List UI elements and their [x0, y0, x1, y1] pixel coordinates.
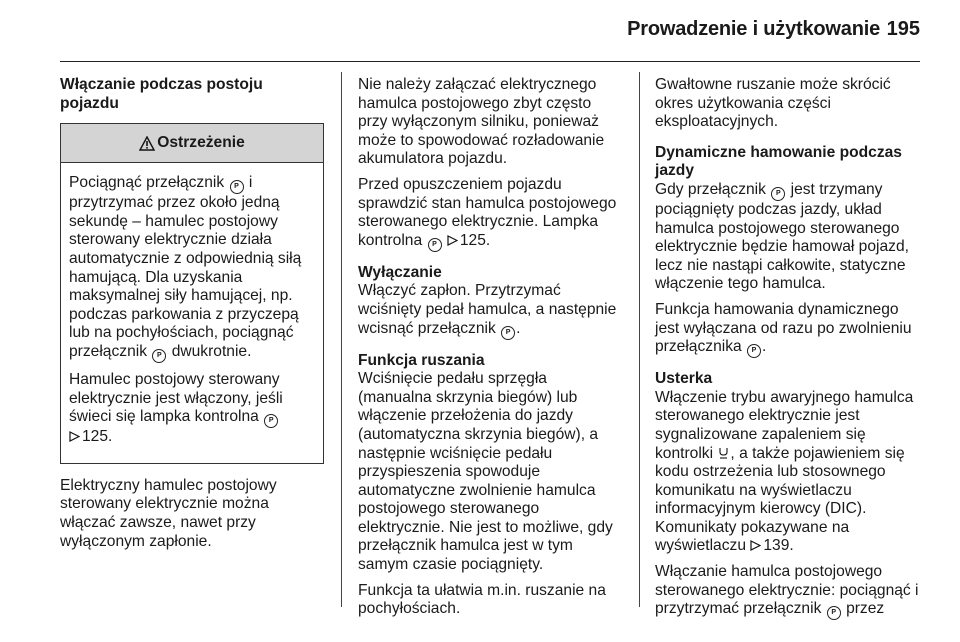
body-text: Gdy przełącznik	[655, 180, 766, 198]
body-text: .	[762, 338, 767, 356]
warning-text: Pociągnąć przełącznik	[69, 174, 225, 192]
body-paragraph	[655, 181, 925, 294]
warning-text: przełącznik	[69, 342, 147, 360]
parking-brake-symbol-icon: P	[264, 414, 278, 428]
section-heading-release: Wyłączanie	[358, 263, 442, 281]
page-reference[interactable]: 125.	[82, 428, 113, 446]
body-paragraph: Wciśnięcie pedału sprzęgła (manualna skrzynia biegów) lub włączenie przełożenia do jazdy (automatyczna skrzynia biegów), a następnie wciśnięcie pedału przyspieszenia spowoduje automatyczne zwolnienie hamulca postojowego sterowanego elektrycznie. Nie jest to możliwe, gdy przełącznik hamulca jest w tym samym czasie pociągnięty.	[358, 370, 613, 574]
reference-arrow-icon[interactable]	[750, 540, 761, 551]
body-paragraph	[655, 301, 925, 358]
warning-triangle-icon	[139, 136, 155, 151]
warning-title: Ostrzeżenie	[157, 133, 245, 151]
body-paragraph: Elektryczny hamulec postojowy sterowany elektrycznie można włączać zawsze, nawet przy wyłączonym zapłonie.	[60, 476, 277, 550]
warning-header	[61, 124, 323, 163]
parking-brake-symbol-icon: P	[771, 187, 785, 201]
warning-text: Hamulec postojowy sterowany elektrycznie jest włączony, jeśli świeci się lampka kontrolna	[69, 370, 283, 426]
page-reference[interactable]: 125.	[459, 231, 491, 249]
page-number: 195	[886, 18, 920, 40]
body-text: przez	[846, 600, 885, 618]
body-paragraph	[358, 176, 624, 252]
parking-brake-symbol-icon: P	[428, 238, 442, 252]
column-2	[358, 76, 624, 626]
body-text: Włączyć zapłon. Przytrzymać wciśnięty pedał hamulca, a następnie wcisnąć przełącznik	[358, 282, 617, 337]
body-text: jest trzymany pociągnięty podczas jazdy, układ hamulca postojowego sterowanego elektrycznie będzie hamował pojazd, lecz nie nastąpi całkowite, statyczne włączenie tego hamulca.	[655, 180, 909, 293]
parking-brake-symbol-icon: P	[827, 606, 841, 620]
body-text: Przed opuszczeniem pojazdu sprawdzić stan hamulca postojowego sterowanego elektrycznie. Lampka kontrolna	[358, 175, 617, 249]
warning-box	[60, 123, 324, 464]
column-divider	[639, 72, 640, 607]
body-paragraph	[655, 563, 925, 620]
warning-paragraph	[69, 371, 315, 447]
column-divider	[341, 72, 342, 607]
section-heading-fault: Usterka	[655, 370, 713, 388]
body-paragraph: Funkcja ta ułatwia m.in. ruszanie na pochyłościach.	[358, 581, 606, 618]
body-text: , a także pojawieniem się kodu ostrzeżenia lub stosownego komunikatu na wyświetlaczu informacyjnym kierowcy (DIC). Komunikaty pokazywane na wyświetlaczu	[655, 444, 905, 555]
warning-paragraph	[69, 174, 315, 363]
warning-text: i przytrzymać przez około jedną sekundę – hamulec postojowy sterowany elektrycznie działa automatycznie z odpowiednią siłą hamującą. Dla uzyskania maksymalnej siły hamującej, np. podczas parkowania z przyczepą lub na pochyłościach, pociągnąć	[69, 174, 302, 342]
body-text: Funkcja hamowania dynamicznego jest wyłączana od razu po zwolnieniu przełącznika	[655, 300, 912, 356]
body-paragraph: Nie należy załączać elektrycznego hamulca postojowego zbyt często przy wyłączonym silniku, ponieważ może to spowodować rozładowanie akumulatora pojazdu.	[358, 76, 605, 168]
reference-arrow-icon[interactable]	[69, 431, 80, 442]
page-reference[interactable]: 139.	[763, 537, 794, 555]
warning-text: dwukrotnie.	[171, 342, 252, 360]
header-rule	[60, 61, 920, 62]
body-paragraph: Gwałtowne ruszanie może skrócić okres użytkowania części eksploatacyjnych.	[655, 76, 891, 131]
column-3	[655, 76, 925, 627]
section-heading-dynamic-braking: Dynamiczne hamowanie podczas jazdy	[655, 143, 902, 180]
section-heading-engage-stationary: Włączanie podczas postoju pojazdu	[60, 76, 263, 112]
body-text: Włączanie hamulca postojowego sterowanego elektrycznie: pociągnąć i przytrzymać przełącznik	[655, 563, 919, 618]
section-heading-drive-away: Funkcja ruszania	[358, 351, 485, 369]
header-title: Prowadzenie i użytkowanie	[627, 18, 880, 40]
reference-arrow-icon[interactable]	[447, 235, 458, 246]
body-paragraph	[655, 389, 925, 556]
page-header	[0, 0, 960, 60]
parking-brake-symbol-icon: P	[747, 344, 761, 358]
warning-body	[61, 163, 323, 463]
parking-brake-symbol-icon: P	[152, 349, 166, 363]
parking-brake-symbol-icon: P	[230, 180, 244, 194]
brake-fault-icon	[718, 447, 729, 459]
body-paragraph	[358, 282, 624, 339]
column-1	[60, 76, 324, 558]
body-text: .	[516, 319, 521, 337]
body-text: Włączenie trybu awaryjnego hamulca sterowanego elektrycznie jest sygnalizowane zapaleniem się kontrolki	[655, 388, 914, 462]
parking-brake-symbol-icon: P	[501, 326, 515, 340]
